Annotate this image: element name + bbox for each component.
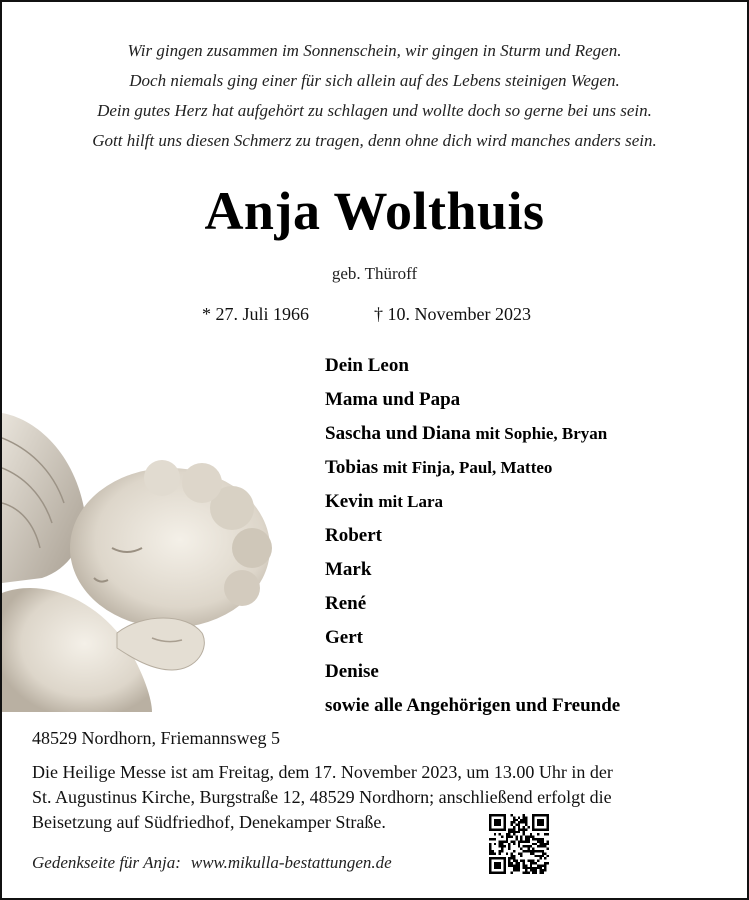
family-entry bbox=[325, 522, 745, 556]
poem-line: Wir gingen zusammen im Sonnenschein, wir gingen in Sturm und Regen. bbox=[127, 41, 622, 60]
family-entry bbox=[325, 658, 745, 692]
family-main: Kevin bbox=[325, 491, 374, 512]
poem-line: Gott hilft uns diesen Schmerz zu tragen, denn ohne dich wird manches anders sein. bbox=[92, 131, 657, 150]
memorial-link[interactable]: www.mikulla-bestattungen.de bbox=[190, 853, 392, 872]
family-main: Robert bbox=[325, 525, 382, 546]
death-date: † 10. November 2023 bbox=[374, 304, 531, 324]
family-entry bbox=[325, 352, 745, 386]
family-main: Tobias bbox=[325, 457, 379, 478]
family-extra: mit Lara bbox=[378, 492, 443, 511]
poem-line: Doch niemals ging einer für sich allein auf des Lebens steinigen Wegen. bbox=[129, 71, 620, 90]
family-main: Gert bbox=[325, 627, 363, 648]
family-main: Denise bbox=[325, 661, 379, 682]
family-main: Dein Leon bbox=[325, 355, 409, 376]
family-entry bbox=[325, 420, 745, 454]
family-entry bbox=[325, 386, 745, 420]
mass-line: Beisetzung auf Südfriedhof, Denekamper Straße. bbox=[32, 812, 386, 832]
family-extra: mit Finja, Paul, Matteo bbox=[382, 458, 553, 477]
birth-date: * 27. Juli 1966 bbox=[202, 304, 310, 324]
family-main: Mark bbox=[325, 559, 372, 580]
mass-line: St. Augustinus Kirche, Burgstraße 12, 48529 Nordhorn; anschließend erfolgt die bbox=[32, 787, 612, 807]
family-main: sowie alle Angehörigen und Freunde bbox=[325, 695, 621, 716]
cherub-image bbox=[2, 408, 277, 712]
family-entry bbox=[325, 488, 745, 522]
family-list bbox=[325, 352, 745, 726]
poem-line: Dein gutes Herz hat aufgehört zu schlagen und wollte doch so gerne bei uns sein. bbox=[97, 101, 652, 120]
family-main: René bbox=[325, 593, 367, 614]
family-entry bbox=[325, 590, 745, 624]
family-extra: mit Sophie, Bryan bbox=[475, 424, 608, 443]
mass-line: Die Heilige Messe ist am Freitag, dem 17. November 2023, um 13.00 Uhr in der bbox=[32, 762, 613, 782]
memorial-label: Gedenkseite für Anja: bbox=[32, 853, 181, 872]
address: 48529 Nordhorn, Friemannsweg 5 bbox=[32, 728, 280, 748]
family-entry bbox=[325, 692, 745, 726]
family-main: Sascha und Diana bbox=[325, 423, 471, 444]
family-main: Mama und Papa bbox=[325, 389, 461, 410]
poem bbox=[2, 36, 747, 156]
family-entry bbox=[325, 624, 745, 658]
born-name: geb. Thüroff bbox=[331, 264, 418, 283]
deceased-name: Anja Wolthuis bbox=[204, 181, 545, 241]
family-entry bbox=[325, 454, 745, 488]
qr-code[interactable] bbox=[489, 814, 549, 874]
memorial-page bbox=[32, 853, 392, 873]
family-entry bbox=[325, 556, 745, 590]
